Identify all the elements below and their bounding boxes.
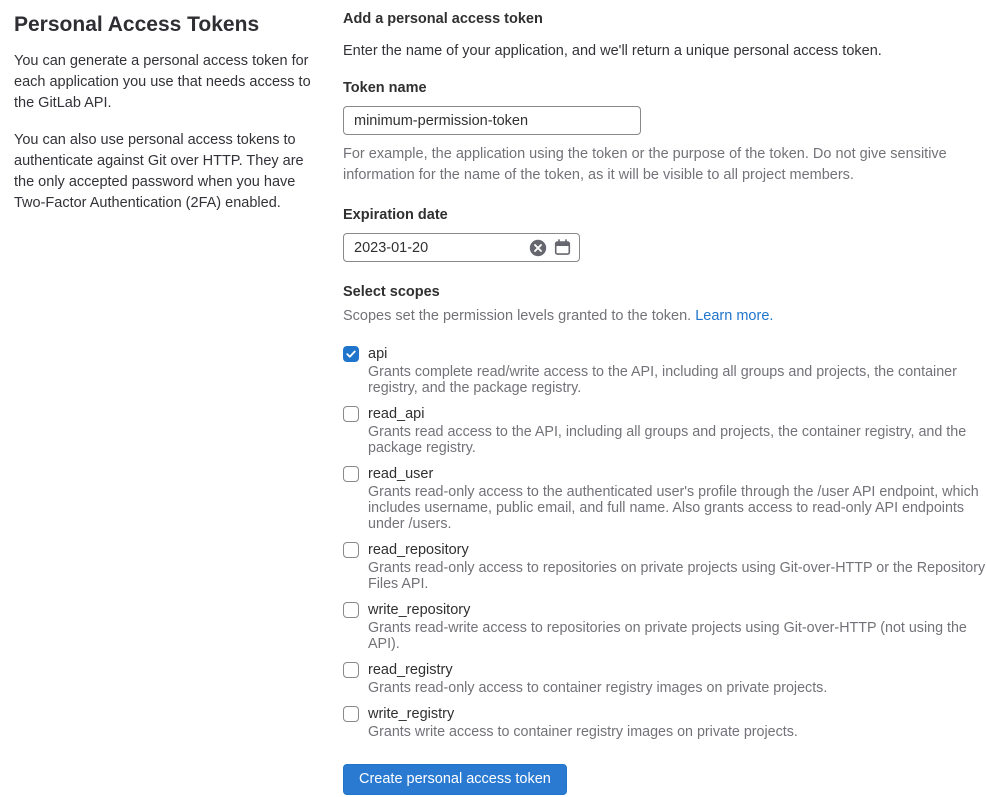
scope-head [343,600,986,620]
scope-description: Grants read-only access to repositories on private projects using Git-over-HTTP or the Repository Files API. [368,560,986,592]
page-description-1: You can generate a personal access token for each application you use that needs access to the GitLab API. [14,53,311,111]
scope-checkbox[interactable] [343,602,359,618]
scope-item [343,464,986,532]
scope-description: Grants write access to container registry images on private projects. [368,724,798,740]
page-description-2: You can also use personal access tokens to authenticate against Git over HTTP. They are the only accepted password when you have Two-Factor Authentication (2FA) enabled. [14,132,304,211]
scope-head [343,344,986,364]
scope-description: Grants read-only access to container registry images on private projects. [368,680,828,696]
scope-checkbox[interactable] [343,662,359,678]
clear-icon [529,239,547,257]
expiration-date-label: Expiration date [343,207,448,223]
scope-item [343,600,986,652]
scope-description: Grants complete read/write access to the API, including all groups and projects, the container registry, and the package registry. [368,364,957,396]
scope-head [343,464,986,484]
select-scopes-label: Select scopes [343,284,440,300]
add-token-form [343,0,986,795]
scope-checkbox[interactable] [343,466,359,482]
settings-sidebar-description [0,0,343,795]
clear-date-button[interactable] [529,239,547,257]
scope-item [343,344,986,396]
scope-description: Grants read-write access to repositories on private projects using Git-over-HTTP (not using the API). [368,620,967,652]
scope-item [343,404,986,456]
checkmark-icon [345,348,357,360]
scope-checkbox[interactable] [343,346,359,362]
token-name-help: For example, the application using the token or the purpose of the token. Do not give sensitive information for the name of the token, as it will be visible to all project members. [343,146,947,183]
scope-head [343,404,986,424]
select-scopes-hint [343,306,986,327]
scope-item [343,540,986,592]
scope-head [343,540,986,560]
scope-label[interactable]: read_repository [368,542,469,558]
scope-checkbox[interactable] [343,542,359,558]
scopes-hint-text: Scopes set the permission levels granted to the token. [343,308,696,324]
form-subheading: Enter the name of your application, and we'll return a unique personal access token. [343,43,882,59]
scope-item [343,704,986,740]
calendar-button[interactable] [554,239,571,256]
token-name-label: Token name [343,80,427,96]
scope-checkbox[interactable] [343,406,359,422]
scope-label[interactable]: api [368,346,388,362]
scope-list [343,344,986,740]
scope-label[interactable]: read_registry [368,662,453,678]
scope-description: Grants read-only access to the authenticated user's profile through the /user API endpoint, which includes username, public email, and full name. Also grants access to read-only API endpoints under /users. [368,484,979,532]
expiration-date-input[interactable] [343,233,580,262]
create-token-button[interactable]: Create personal access token [343,764,567,795]
scope-checkbox[interactable] [343,706,359,722]
token-name-input[interactable] [343,106,641,135]
scope-description: Grants read access to the API, including all groups and projects, the container registry, and the package registry. [368,424,967,456]
scope-label[interactable]: read_api [368,406,425,422]
scope-head [343,660,986,680]
scope-head [343,704,986,724]
expiration-date-value: 2023-01-20 [354,239,429,256]
form-heading: Add a personal access token [343,11,543,27]
calendar-icon [554,239,571,256]
scope-label[interactable]: write_repository [368,602,471,618]
scope-label[interactable]: read_user [368,466,434,482]
page-title: Personal Access Tokens [14,13,260,36]
learn-more-link[interactable]: Learn more. [695,308,774,324]
scope-item [343,660,986,696]
scope-label[interactable]: write_registry [368,706,455,722]
